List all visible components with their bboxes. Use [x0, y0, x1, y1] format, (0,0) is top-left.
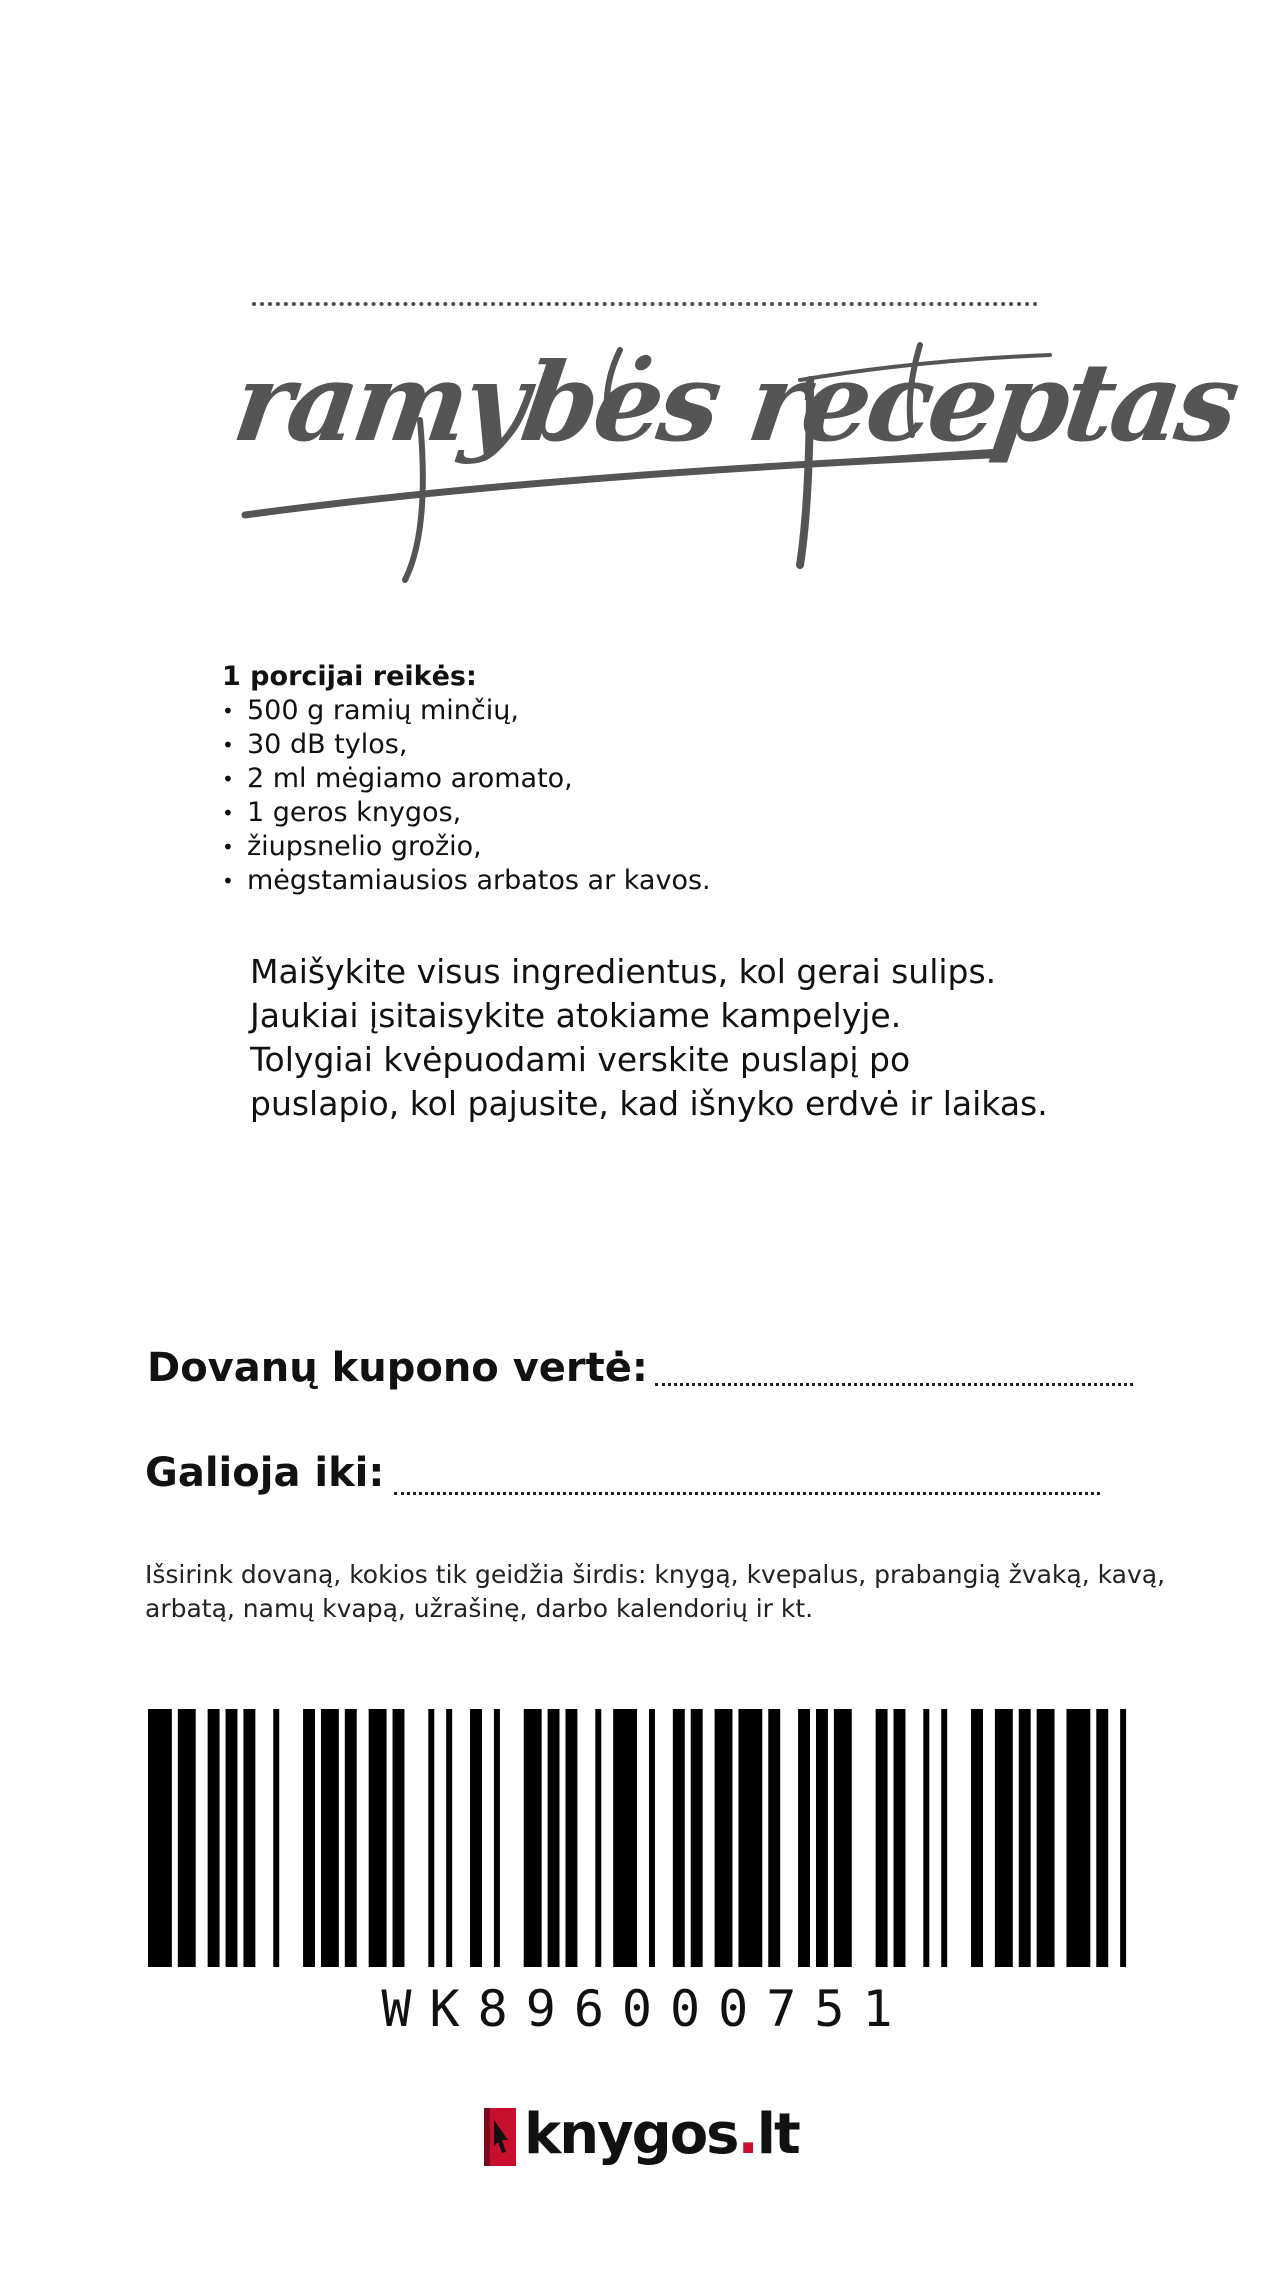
barcode-bar: [273, 1709, 279, 1967]
barcode-bar: [673, 1709, 685, 1967]
valid-until-field[interactable]: [394, 1492, 1100, 1495]
barcode-bar: [243, 1709, 255, 1967]
barcode-bar: [715, 1709, 733, 1967]
barcode-bar: [148, 1709, 172, 1967]
logo-text-main: knygos: [524, 2102, 738, 2167]
valid-until-label: Galioja iki:: [145, 1450, 385, 1496]
barcode-bar: [548, 1709, 560, 1967]
barcode-bar: [345, 1709, 357, 1967]
barcode-number: WK896000751: [381, 1980, 911, 2038]
barcode-bar: [894, 1709, 906, 1967]
barcode-bar: [738, 1709, 762, 1967]
barcode-bar: [369, 1709, 387, 1967]
barcode-bar: [208, 1709, 220, 1967]
instruction-line: puslapio, kol pajusite, kad išnyko erdvė ir laikas.: [250, 1084, 1048, 1123]
script-title-text: ramybės receptas: [226, 338, 1244, 466]
barcode-bar: [798, 1709, 810, 1967]
instruction-line: Jaukiai įsitaisykite atokiame kampelyje.: [250, 996, 902, 1035]
barcode-bar: [971, 1709, 983, 1967]
ingredients-list: [222, 694, 922, 898]
gift-note: Išsirink dovaną, kokios tik geidžia širdis: knygą, kvepalus, prabangią žvaką, kavą, arbatą, namų kvapą, užrašinę, darbo kalendorių ir kt.: [145, 1560, 1166, 1623]
barcode-bar: [768, 1709, 780, 1967]
logo-text-suffix: lt: [756, 2102, 799, 2167]
coupon-value-label: Dovanų kupono vertė:: [147, 1345, 648, 1391]
instruction-line: Maišykite visus ingredientus, kol gerai sulips.: [250, 952, 997, 991]
list-item: • 500 g ramių minčių,: [222, 694, 922, 728]
list-item: • 30 dB tylos,: [222, 728, 922, 762]
barcode-bar: [1120, 1709, 1126, 1967]
barcode-bar: [876, 1709, 888, 1967]
barcode-bar: [834, 1709, 852, 1967]
list-item: • 2 ml mėgiamo aromato,: [222, 762, 922, 796]
barcode-bar: [649, 1709, 655, 1967]
barcode-bar: [691, 1709, 703, 1967]
barcode-bar: [303, 1709, 315, 1967]
barcode-bar: [393, 1709, 405, 1967]
barcode-bar: [1037, 1709, 1055, 1967]
instruction-line: Tolygiai kvėpuodami verskite puslapį po: [250, 1040, 911, 1079]
instructions-paragraph: [250, 950, 1130, 1126]
barcode-bar: [1096, 1709, 1108, 1967]
barcode-bar: [1019, 1709, 1031, 1967]
barcode-bar: [446, 1709, 452, 1967]
barcode-bar: [428, 1709, 434, 1967]
barcode-bar: [494, 1709, 500, 1967]
barcode-bar: [524, 1709, 542, 1967]
barcode-bar: [941, 1709, 947, 1967]
book-cursor-icon: [484, 2108, 516, 2166]
list-item: • 1 geros knygos,: [222, 796, 922, 830]
barcode-bar: [816, 1709, 828, 1967]
barcode-bar: [1066, 1709, 1090, 1967]
barcode-bar: [995, 1709, 1013, 1967]
list-item: • mėgstamiausios arbatos ar kavos.: [222, 864, 922, 898]
ingredients-heading: 1 porcijai reikės:: [222, 661, 477, 692]
barcode: [148, 1709, 1144, 1967]
coupon-value-field[interactable]: [655, 1383, 1133, 1386]
barcode-bar: [613, 1709, 637, 1967]
barcode-bar: [470, 1709, 482, 1967]
knygos-logo: [484, 2100, 804, 2170]
barcode-bar: [595, 1709, 601, 1967]
list-item: • žiupsnelio grožio,: [222, 830, 922, 864]
barcode-bar: [565, 1709, 577, 1967]
logo-wordmark: [524, 2100, 799, 2170]
script-title-svg: [226, 300, 1244, 600]
barcode-bar: [178, 1709, 196, 1967]
barcode-bar: [923, 1709, 929, 1967]
barcode-bar: [226, 1709, 238, 1967]
logo-text-dot: .: [737, 2102, 757, 2167]
ingredients-section: [222, 660, 922, 898]
script-title: [226, 300, 1244, 600]
barcode-bar: [321, 1709, 339, 1967]
